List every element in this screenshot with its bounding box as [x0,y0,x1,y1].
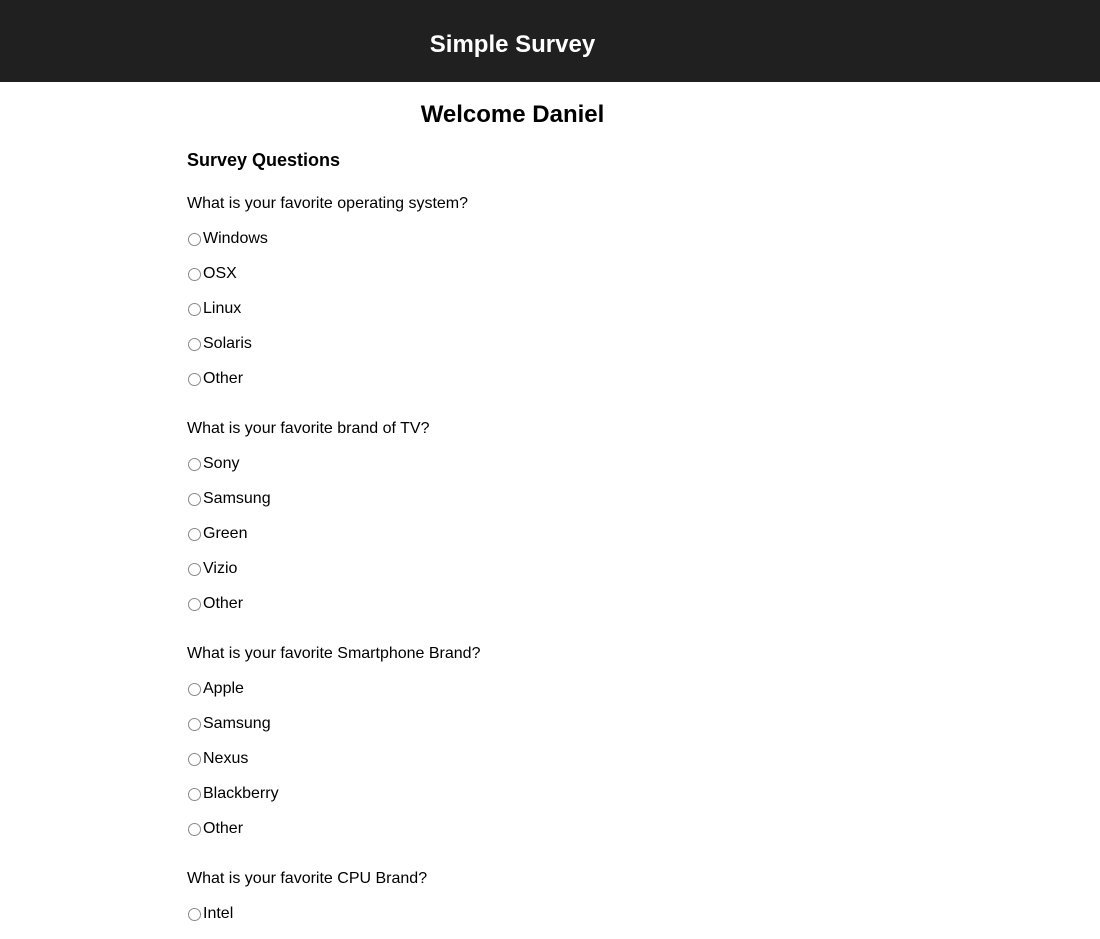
radio-button[interactable] [188,598,201,611]
radio-button[interactable] [188,493,201,506]
option-other[interactable] [187,369,887,389]
welcome-heading: Welcome Daniel [420,101,605,128]
option-linux[interactable] [187,299,887,319]
option-sony[interactable] [187,454,887,474]
radio-button[interactable] [188,373,201,386]
radio-button[interactable] [188,753,201,766]
question-smartphone-brand [187,644,887,839]
option-solaris[interactable] [187,334,887,354]
option-vizio[interactable] [187,559,887,579]
option-label: Other [203,595,244,612]
question-cpu-brand [187,869,887,924]
option-label: Intel [203,905,234,922]
option-osx[interactable] [187,264,887,284]
option-label: OSX [203,265,237,282]
option-windows[interactable] [187,229,887,249]
option-nexus[interactable] [187,749,887,769]
option-label: Apple [203,680,244,697]
option-intel[interactable] [187,904,887,924]
option-label: Vizio [203,560,238,577]
option-label: Linux [203,300,242,317]
option-blackberry[interactable] [187,784,887,804]
radio-button[interactable] [188,823,201,836]
option-label: Samsung [203,490,271,507]
radio-button[interactable] [188,683,201,696]
option-apple[interactable] [187,679,887,699]
option-label: Samsung [203,715,271,732]
radio-button[interactable] [188,233,201,246]
option-label: Sony [203,455,240,472]
radio-button[interactable] [188,528,201,541]
option-label: Windows [203,230,268,247]
question-text: What is your favorite operating system? [187,195,469,212]
question-tv-brand [187,419,887,614]
option-label: Other [203,820,244,837]
option-label: Blackberry [203,785,279,802]
radio-button[interactable] [188,563,201,576]
option-label: Other [203,370,244,387]
radio-button[interactable] [188,268,201,281]
option-samsung[interactable] [187,489,887,509]
question-text: What is your favorite CPU Brand? [187,870,428,887]
section-title: Survey Questions [187,150,341,170]
survey-form [187,148,887,939]
app-header [0,0,1100,82]
radio-button[interactable] [188,458,201,471]
option-samsung[interactable] [187,714,887,734]
option-green[interactable] [187,524,887,544]
option-label: Green [203,525,248,542]
app-title: Simple Survey [429,31,596,58]
option-label: Solaris [203,335,252,352]
radio-button[interactable] [188,788,201,801]
question-text: What is your favorite Smartphone Brand? [187,645,481,662]
option-label: Nexus [203,750,249,767]
radio-button[interactable] [188,718,201,731]
radio-button[interactable] [188,303,201,316]
radio-button[interactable] [188,908,201,921]
option-other[interactable] [187,594,887,614]
radio-button[interactable] [188,338,201,351]
question-operating-system [187,194,887,389]
option-other[interactable] [187,819,887,839]
question-text: What is your favorite brand of TV? [187,420,430,437]
